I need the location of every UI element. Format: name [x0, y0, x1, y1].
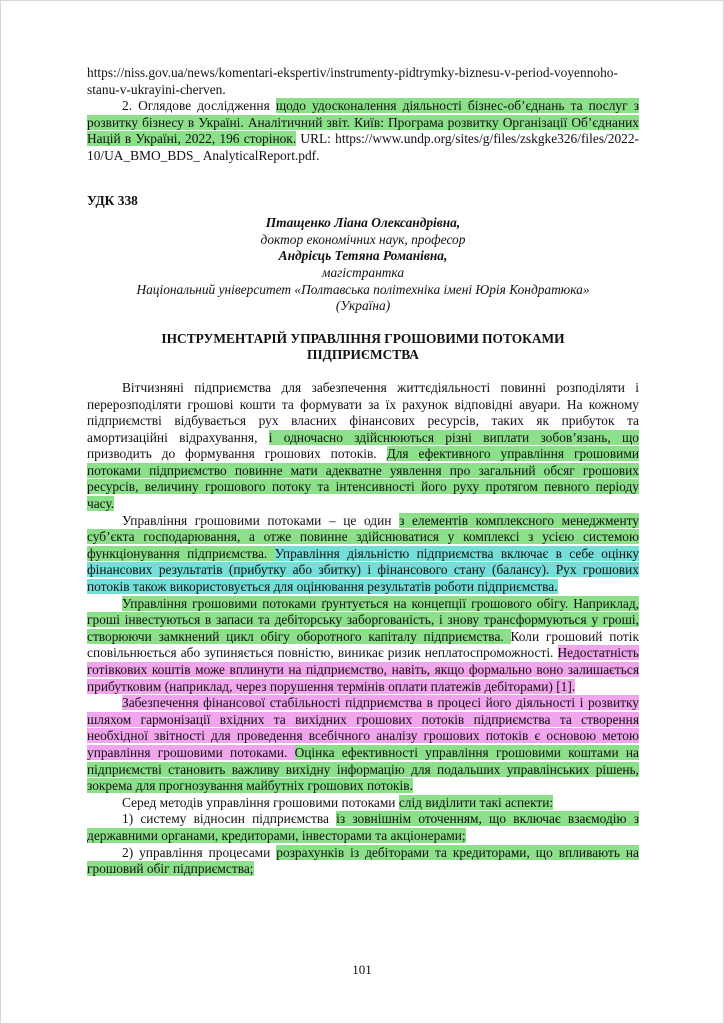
- text-run: 2) управління процесами: [122, 844, 277, 860]
- author-line: Андрієць Тетяна Романівна,: [278, 248, 448, 264]
- text-run: Управління грошовими потоками – це один: [122, 512, 400, 528]
- body-paragraph: [87, 811, 639, 844]
- body-paragraph: [87, 795, 639, 812]
- highlighted-text-run: щодо удосконалення діяльності бізнес-об’єднань та послуг з розвитку бізнесу в Україні. Аналітичний звіт. Київ: Програма розвитку Організації Об’єднаних Націй в Україні, 2022, 196 сторінок.: [87, 98, 639, 147]
- paper-title: [87, 331, 639, 364]
- page-number: 101: [352, 962, 372, 978]
- text-run: Вітчизняні підприємства для забезпечення життєдіяльності повинні розподіляти і перерозподіляти грошові кошти та формувати за їх рахунок відповідні авуари. На кожному підприємстві відбувається рух власних фінансових ресурсів, таких як прибуток та амортизаційні відрахування,: [87, 379, 639, 445]
- highlighted-text-run: Недостатність готівкових коштів може вплинути на підприємство, навіть, якщо формально воно залишається прибутковим (наприклад, через порушення термінів оплати платежів дебіторами) [1].: [87, 645, 639, 694]
- highlighted-text-run: Управління грошовими потоками ґрунтується на концепції грошового обігу. Наприклад, гроші інвестуються в запаси та дебіторську заборгованість, і знову трансформуються у гроші, створюючи замкнений цикл обігу оборотного капіталу підприємства.: [87, 595, 639, 644]
- highlighted-text-run: слід виділити такі аспекти:: [398, 794, 554, 810]
- highlighted-text-run: Для ефективного управління грошовими потоками підприємство повинне мати адекватне уявлення про загальний обсяг грошових ресурсів, величину грошового потоку та інтенсивності його руху протягом певного періоду часу.: [87, 446, 639, 512]
- text-run: 2. Оглядове дослідження: [122, 98, 276, 114]
- highlighted-text-run: розрахунків із дебіторами та кредиторами, що впливають на грошовий обіг підприємства;: [87, 844, 639, 877]
- author-line: доктор економічних наук, професор: [260, 231, 466, 247]
- author-line: Національний університет «Полтавська політехніка імені Юрія Кондратюка»: [136, 281, 590, 297]
- body-paragraph: [87, 695, 639, 795]
- highlighted-text-run: і одночасно здійснюються різні виплати зобов’язань, що: [268, 429, 639, 445]
- udc-code: УДК 338: [87, 192, 138, 208]
- text-run: Коли грошовий потік сповільнюється або зупиняється повністю, виникає ризик неплатоспроможності.: [87, 628, 639, 661]
- reference-paragraph: [87, 65, 639, 98]
- highlighted-text-run: Оцінка ефективності управління грошовими коштами на підприємстві становить важливу вихідну інформацію для подальших управлінських рішень, зокрема для прогнозування майбутніх грошових потоків.: [87, 744, 639, 794]
- text-run: https://niss.gov.ua/news/komentari-ekspertiv/instrumenty-pidtrymky-biznesu-v-period-voyennoho-stanu-v-ukrayini-cherven.: [87, 65, 618, 97]
- body-paragraph: [87, 513, 639, 596]
- text-run: 1) систему відносин підприємства: [122, 811, 337, 827]
- highlighted-text-run: з елементів комплексного менеджменту суб’єкта господарювання, а отже повинне здійснюватися у комплексі з усією системою функціонування підприємства.: [87, 512, 639, 561]
- paper-title-line-2: ПІДПРИЄМСТВА: [307, 347, 419, 363]
- highlighted-text-run: Забезпечення фінансової стабільності підприємства в процесі його діяльності і розвитку шляхом гармонізації вхідних та вихідних грошових потоків підприємства та створення необхідної звітності для проведення всебічного аналізу грошових потоків є основою метою управління грошовими потоками.: [87, 695, 639, 760]
- text-run: URL: https://www.undp.org/sites/g/files/zskgke326/files/2022-10/UA_BMO_BDS_ AnalyticalReport.pdf.: [87, 131, 639, 163]
- body-block: [87, 380, 639, 878]
- author-block: [87, 215, 639, 315]
- body-paragraph: [87, 380, 639, 513]
- text-run: призводить до формування грошових потоків.: [87, 446, 387, 462]
- author-line: (Україна): [335, 298, 391, 314]
- body-paragraph: [87, 596, 639, 696]
- author-line: магістрантка: [321, 264, 405, 280]
- paper-title-line-1: ІНСТРУМЕНТАРІЙ УПРАВЛІННЯ ГРОШОВИМИ ПОТОКАМИ: [161, 330, 565, 346]
- highlighted-text-run: із зовнішнім оточенням, що включає взаємодію з державними органами, кредиторами, інвесторами та акціонерами;: [87, 811, 639, 843]
- highlighted-text-run: Управління діяльністю підприємства включає в себе оцінку фінансових результатів (прибутку або збитку) і фінансового стану (балансу). Рух грошових потоків також використовується для оцінювання результатів роботи підприємства.: [87, 545, 640, 595]
- body-paragraph: [87, 845, 639, 878]
- text-run: Серед методів управління грошовими потоками: [122, 794, 399, 810]
- reference-paragraph: [87, 98, 639, 164]
- references-block: [87, 65, 639, 165]
- author-line: Птащенко Ліана Олександрівна,: [265, 215, 461, 231]
